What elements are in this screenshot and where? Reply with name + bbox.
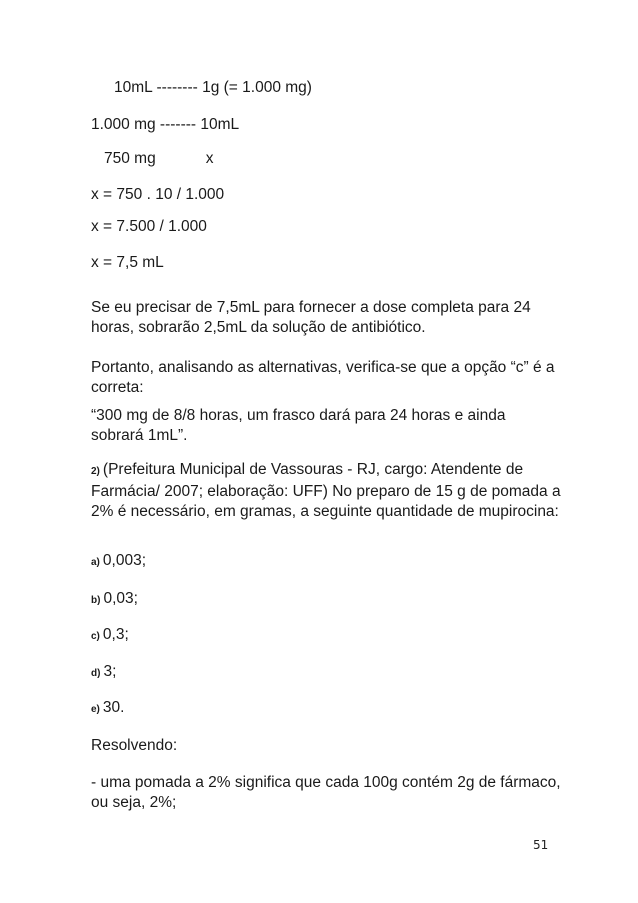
page-number: 51 [533, 838, 549, 852]
question-number: 2) [91, 466, 100, 477]
option-letter: d) [91, 668, 101, 679]
option-text: 3; [103, 663, 117, 680]
option-text: 0,03; [103, 590, 138, 607]
solution-heading: Resolvendo: [91, 737, 178, 754]
calc-line-2: 1.000 mg ------- 10mL [91, 116, 240, 133]
solution-text: - uma pomada a 2% significa que cada 100g contém 2g de fármaco, ou seja, 2%; [91, 774, 561, 811]
option-d [91, 661, 116, 685]
paragraph-conclusion: Se eu precisar de 7,5mL para fornecer a dose completa para 24 horas, sobrarão 2,5mL da solução de antibiótico. [91, 299, 531, 336]
calc-line-6: x = 7,5 mL [91, 254, 164, 271]
paragraph-analysis: Portanto, analisando as alternativas, verifica-se que a opção “c” é a correta: [91, 359, 555, 396]
calc-line-5: x = 7.500 / 1.000 [91, 218, 207, 235]
calc-line-3-value: 750 mg [104, 150, 156, 167]
option-e [91, 697, 124, 721]
question-text: (Prefeitura Municipal de Vassouras - RJ, cargo: Atendente de Farmácia/ 2007; elaboração: UFF) No preparo de 15 g de pomada a 2% é necessário, em gramas, a seguinte quantidade de mupirocina: [91, 461, 561, 520]
calc-line-3-unknown: x [205, 150, 214, 167]
calc-line-1: 10mL -------- 1g (= 1.000 mg) [114, 79, 312, 96]
option-text: 0,003; [102, 552, 147, 569]
option-text: 0,3; [102, 626, 129, 643]
option-b [91, 588, 138, 612]
paragraph-quote: “300 mg de 8/8 horas, um frasco dará para 24 horas e ainda sobrará 1mL”. [91, 407, 506, 444]
question-block [91, 460, 561, 522]
calc-line-4: x = 750 . 10 / 1.000 [91, 186, 225, 203]
option-c [91, 624, 129, 648]
option-letter: c) [91, 631, 100, 642]
option-a [91, 550, 146, 574]
option-text: 30. [102, 699, 125, 716]
option-letter: b) [91, 595, 101, 606]
calc-line-3 [104, 149, 213, 169]
option-letter: a) [91, 557, 100, 568]
option-letter: e) [91, 704, 100, 715]
